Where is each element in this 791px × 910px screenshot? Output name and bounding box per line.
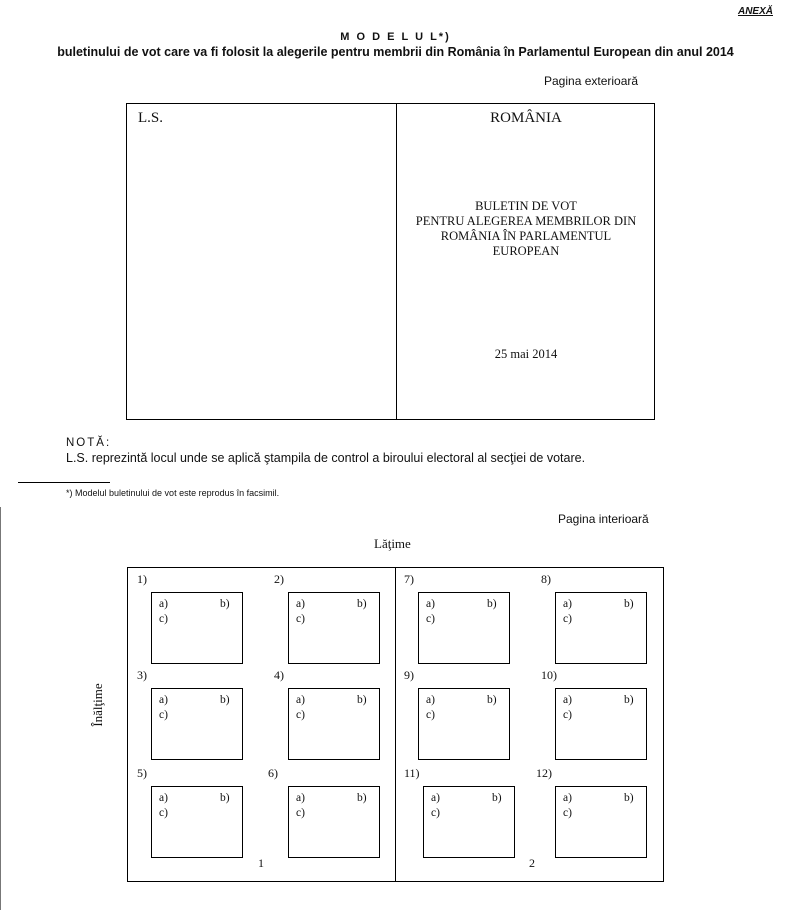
field-b-label: b)	[220, 792, 230, 804]
field-b-label: b)	[357, 598, 367, 610]
field-a-label: a)	[159, 598, 168, 610]
page-number-2: 2	[529, 856, 535, 870]
field-b-label: b)	[492, 792, 502, 804]
field-b-label: b)	[487, 694, 497, 706]
cell-box	[555, 786, 647, 858]
interior-page-label: Pagina interioară	[558, 512, 649, 526]
cell-number: 3)	[137, 668, 147, 682]
election-date: 25 mai 2014	[494, 347, 558, 361]
field-b-label: b)	[487, 598, 497, 610]
cell-box	[418, 592, 510, 664]
field-c-label: c)	[296, 613, 305, 625]
cell-box	[423, 786, 515, 858]
cell-box	[288, 786, 380, 858]
cell-number: 4)	[274, 668, 284, 682]
cell-number: 1)	[137, 572, 147, 586]
height-label: Înălţime	[90, 683, 105, 727]
document-subtitle: buletinului de vot care va fi folosit la alegerile pentru membrii din România în Parlamentul European din anul 2014	[57, 45, 734, 59]
field-c-label: c)	[159, 807, 168, 819]
exterior-page-divider	[396, 103, 397, 419]
field-c-label: c)	[296, 807, 305, 819]
cell-number: 8)	[541, 572, 551, 586]
ballot-title	[398, 199, 654, 259]
field-c-label: c)	[563, 613, 572, 625]
field-c-label: c)	[563, 709, 572, 721]
field-c-label: c)	[296, 709, 305, 721]
field-a-label: a)	[159, 694, 168, 706]
cell-number: 6)	[268, 766, 278, 780]
field-a-label: a)	[296, 694, 305, 706]
field-a-label: a)	[563, 598, 572, 610]
field-b-label: b)	[624, 598, 634, 610]
cell-box	[418, 688, 510, 760]
ballot-title-line: ROMÂNIA ÎN PARLAMENTUL	[440, 229, 612, 243]
field-b-label: b)	[624, 694, 634, 706]
exterior-page-frame	[126, 103, 655, 420]
interior-page-divider	[395, 567, 396, 881]
cell-box	[151, 592, 243, 664]
field-a-label: a)	[426, 598, 435, 610]
field-c-label: c)	[159, 613, 168, 625]
field-b-label: b)	[357, 792, 367, 804]
ballot-title-line: PENTRU ALEGEREA MEMBRILOR DIN	[415, 214, 637, 228]
left-margin-line	[0, 507, 1, 910]
cell-number: 2)	[274, 572, 284, 586]
cell-number: 10)	[541, 668, 557, 682]
ballot-title-line: BULETIN DE VOT	[475, 199, 577, 213]
field-a-label: a)	[426, 694, 435, 706]
field-a-label: a)	[563, 694, 572, 706]
field-c-label: c)	[563, 807, 572, 819]
field-c-label: c)	[426, 709, 435, 721]
field-b-label: b)	[220, 694, 230, 706]
field-b-label: b)	[220, 598, 230, 610]
page-number-1: 1	[258, 856, 264, 870]
field-b-label: b)	[624, 792, 634, 804]
document-title: M O D E L U L*)	[340, 31, 451, 43]
footnote-divider	[18, 482, 110, 483]
field-b-label: b)	[357, 694, 367, 706]
field-a-label: a)	[296, 792, 305, 804]
field-a-label: a)	[296, 598, 305, 610]
field-a-label: a)	[431, 792, 440, 804]
note-text: L.S. reprezintă locul unde se aplică ştampila de control a biroului electoral al secţiei de votare.	[66, 451, 586, 465]
field-c-label: c)	[159, 709, 168, 721]
footnote-text: *) Modelul buletinului de vot este reprodus în facsimil.	[66, 488, 280, 498]
cell-box	[288, 592, 380, 664]
cell-number: 11)	[404, 766, 420, 780]
field-c-label: c)	[431, 807, 440, 819]
annex-label: ANEXĂ	[737, 6, 773, 17]
width-label: Lăţime	[374, 536, 411, 551]
cell-number: 12)	[536, 766, 552, 780]
cell-number: 9)	[404, 668, 414, 682]
cell-number: 5)	[137, 766, 147, 780]
cell-number: 7)	[404, 572, 414, 586]
exterior-page-label: Pagina exterioară	[544, 74, 639, 88]
ballot-title-line: EUROPEAN	[492, 244, 560, 258]
cell-box	[555, 592, 647, 664]
field-a-label: a)	[563, 792, 572, 804]
field-c-label: c)	[426, 613, 435, 625]
field-a-label: a)	[159, 792, 168, 804]
cell-box	[151, 688, 243, 760]
cell-box	[555, 688, 647, 760]
cell-box	[288, 688, 380, 760]
cell-box	[151, 786, 243, 858]
note-heading: NOTĂ:	[66, 437, 112, 449]
country-label: ROMÂNIA	[490, 110, 562, 126]
stamp-area-label: L.S.	[138, 110, 164, 126]
